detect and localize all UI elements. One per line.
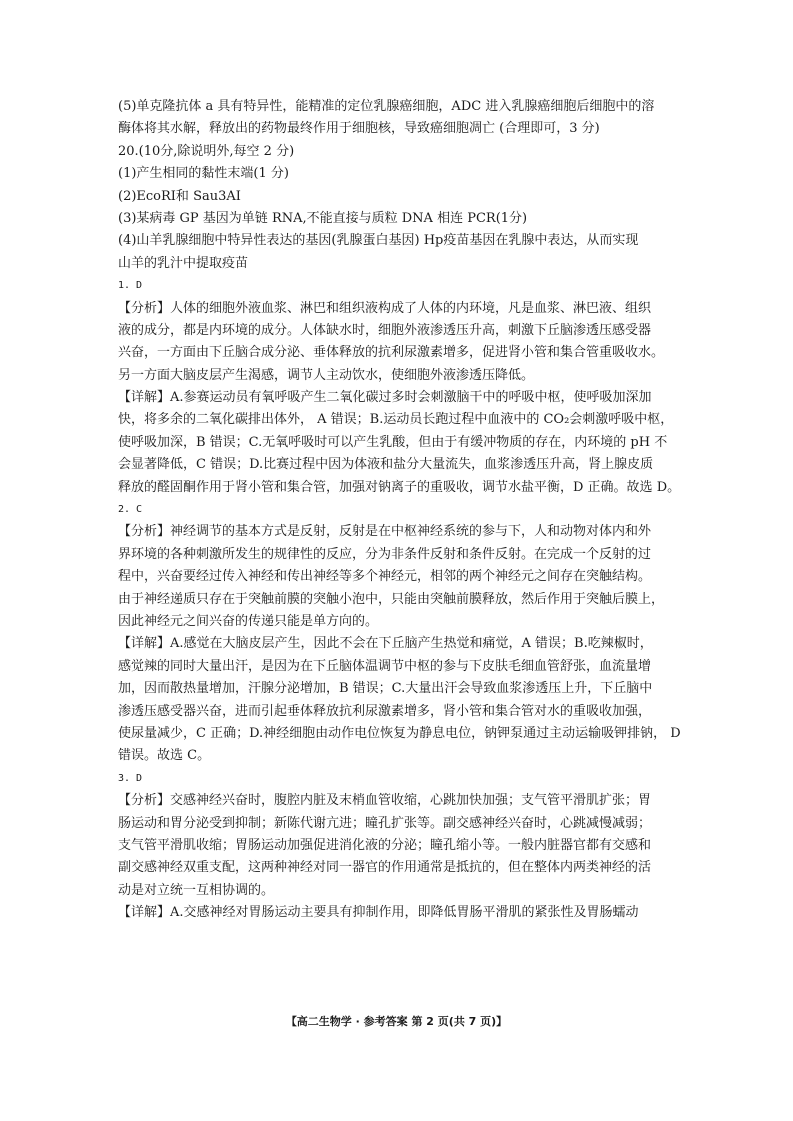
text-line: 由于神经递质只存在于突触前膜的突触小泡中，只能由突触前膜释放，然后作用于突触后膜上， bbox=[118, 591, 665, 607]
text-line: (1)产生相同的黏性末端(1 分) bbox=[118, 166, 289, 182]
text-line: 加，因而散热量增加，汗腺分泌增加，B 错误；C.大量出汗会导致血浆渗透压上升，下丘脑中 bbox=[118, 681, 653, 697]
answer-document-body bbox=[118, 96, 698, 924]
text-line: 释放的醛固酮作用于肾小管和集合管，加强对钠离子的重吸收，调节水盐平衡，D 正确。故选 D。 bbox=[118, 479, 681, 495]
text-line: 支气管平滑肌收缩；胃肠运动加强促进消化液的分泌；瞳孔缩小等。一般内脏器官都有交感和 bbox=[118, 837, 652, 853]
text-line: (2)EcoRI和 Sau3AI bbox=[118, 188, 241, 204]
text-line: 会显著降低，C 错误；D.比赛过程中因为体液和盐分大量流失，血浆渗透压升高，肾上腺皮质 bbox=[118, 457, 654, 473]
text-line: 2. C bbox=[118, 504, 143, 516]
text-line: 【分析】人体的细胞外液血浆、淋巴和组织液构成了人体的内环境，凡是血浆、淋巴液、组织 bbox=[118, 300, 652, 316]
text-line: 肠运动和胃分泌受到抑制；新陈代谢亢进；瞳孔扩张等。副交感神经兴奋时，心跳减慢减弱； bbox=[118, 815, 652, 831]
text-line: 错误。故选 C。 bbox=[118, 748, 211, 764]
text-line: 快，将多余的二氧化碳排出体外， A 错误；B.运动员长跑过程中血液中的 CO₂会刺激呼吸中枢， bbox=[118, 412, 674, 428]
text-line: 液的成分，都是内环境的成分。人体缺水时，细胞外液渗透压升高，刺激下丘脑渗透压感受器 bbox=[118, 322, 652, 338]
text-line: 副交感神经双重支配，这两种神经对同一器官的作用通常是抵抗的，但在整体内两类神经的活 bbox=[118, 860, 652, 876]
text-line: (5)单克隆抗体 a 具有特异性，能精准的定位乳腺癌细胞，ADC 进入乳腺癌细胞后细胞中的溶 bbox=[118, 99, 655, 114]
text-line: (3)某病毒 GP 基因为单链 RNA,不能直接与质粒 DNA 相连 PCR(1分) bbox=[118, 210, 528, 226]
text-line: 1. D bbox=[118, 280, 143, 292]
text-line: 程中，兴奋要经过传入神经和传出神经等多个神经元，相邻的两个神经元之间存在突触结构。 bbox=[118, 569, 652, 585]
text-line: 3. D bbox=[118, 772, 143, 784]
text-line: 感觉辣的同时大量出汗，是因为在下丘脑体温调节中枢的参与下皮肤毛细血管舒张，血流量增 bbox=[118, 658, 652, 674]
text-line: 渗透压感受器兴奋，进而引起垂体释放抗利尿激素增多，肾小管和集合管对水的重吸收加强， bbox=[118, 703, 652, 719]
text-line: 【详解】A.参赛运动员有氧呼吸产生二氧化碳过多时会刺激脑干中的呼吸中枢，使呼吸加深加 bbox=[118, 390, 652, 406]
text-line: 山羊的乳汁中提取疫苗 bbox=[118, 255, 249, 271]
text-line: 20.(10分,除说明外,每空 2 分) bbox=[118, 143, 295, 159]
text-line: 使呼吸加深，B 错误；C.无氧呼吸时可以产生乳酸，但由于有缓冲物质的存在，内环境的 pH 不 bbox=[118, 434, 668, 450]
text-line: 兴奋，一方面由下丘脑合成分泌、垂体释放的抗利尿激素增多，促进肾小管和集合管重吸收水。 bbox=[118, 345, 665, 361]
text-line: 【分析】神经调节的基本方式是反射，反射是在中枢神经系统的参与下，人和动物对体内和外 bbox=[118, 524, 652, 540]
page-footer: 【高二生物学 · 参考答案 第 2 页(共 7 页)】 bbox=[285, 1015, 508, 1028]
text-line: 另一方面大脑皮层产生渴感，调节人主动饮水，使细胞外液渗透压降低。 bbox=[118, 367, 535, 383]
text-line: 动是对立统一互相协调的。 bbox=[118, 882, 275, 898]
text-line: 使尿量减少，C 正确；D.神经细胞由动作电位恢复为静息电位，钠钾泵通过主动运输吸钾排钠， D bbox=[118, 725, 681, 741]
text-line: 酶体将其水解，释放出的药物最终作用于细胞核，导致癌细胞凋亡 (合理即可，3 分) bbox=[118, 121, 600, 137]
text-line: 【详解】A.感觉在大脑皮层产生，因此不会在下丘脑产生热觉和痛觉，A 错误；B.吃辣椒时， bbox=[118, 636, 653, 652]
text-line: 因此神经元之间兴奋的传递只能是单方向的。 bbox=[118, 613, 379, 629]
text-line: 【分析】交感神经兴奋时，腹腔内脏及末梢血管收缩，心跳加快加强；支气管平滑肌扩张；胃 bbox=[118, 793, 652, 809]
text-line: 【详解】A.交感神经对胃肠运动主要具有抑制作用，即降低胃肠平滑肌的紧张性及胃肠蠕动 bbox=[118, 905, 639, 921]
text-line: 界环境的各种刺激所发生的规律性的反应，分为非条件反射和条件反射。在完成一个反射的过 bbox=[118, 546, 652, 562]
text-line: (4)山羊乳腺细胞中特异性表达的基因(乳腺蛋白基因) Hp疫苗基因在乳腺中表达，从而实现 bbox=[118, 233, 639, 249]
